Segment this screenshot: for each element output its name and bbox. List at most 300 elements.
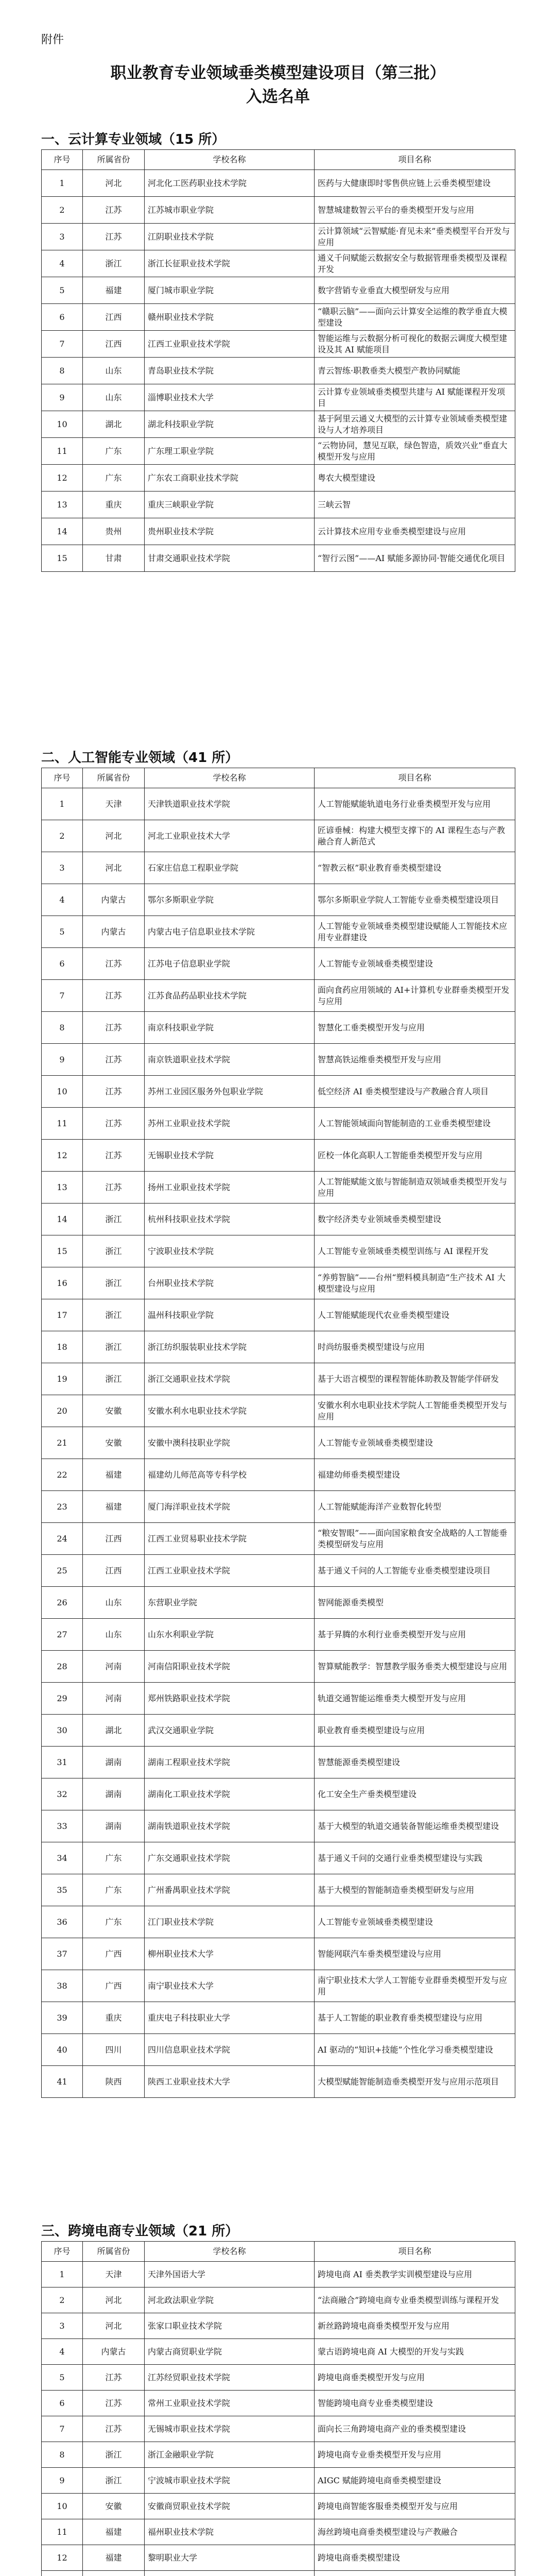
province-cell: 福建 — [83, 1459, 145, 1491]
section-title-cloud: 一、云计算专业领域（15 所） — [41, 132, 225, 147]
table-row — [42, 1810, 515, 1842]
row-index: 3 — [42, 2313, 83, 2339]
project-name-cell: “云物协同，慧见互联，绿色智造，质效兴业”垂直大模型开发与应用 — [315, 438, 515, 465]
table-row — [42, 224, 515, 250]
column-header: 序号 — [42, 150, 83, 170]
school-name-cell: 河南信阳职业技术学院 — [145, 1651, 315, 1683]
table-row — [42, 1778, 515, 1810]
table-row — [42, 1235, 515, 1267]
column-header: 所属省份 — [83, 150, 145, 170]
table-row — [42, 2416, 515, 2442]
column-header: 项目名称 — [315, 768, 515, 788]
table-row — [42, 916, 515, 948]
row-index: 15 — [42, 1235, 83, 1267]
school-name-cell: 贵州职业技术学院 — [145, 518, 315, 545]
table-header-row — [42, 768, 515, 788]
school-name-cell: 安徽商贸职业技术学院 — [145, 2494, 315, 2519]
section-title-ecommerce: 三、跨境电商专业领域（21 所） — [41, 2224, 239, 2239]
table-row — [42, 1012, 515, 1044]
province-cell: 天津 — [83, 788, 145, 820]
table-row — [42, 1172, 515, 1204]
project-name-cell: 数字营销专业垂直大模型研发与应用 — [315, 277, 515, 304]
province-cell: 江苏 — [83, 2365, 145, 2391]
province-cell: 浙江 — [83, 250, 145, 277]
table-row — [42, 1715, 515, 1747]
row-index: 4 — [42, 250, 83, 277]
row-index: 19 — [42, 1363, 83, 1395]
school-name-cell: 广东理工职业学院 — [145, 438, 315, 465]
school-name-cell: 江苏食品药品职业技术学院 — [145, 980, 315, 1012]
table-row — [42, 1331, 515, 1363]
province-cell: 浙江 — [83, 1204, 145, 1235]
school-name-cell: 无锡城市职业技术学院 — [145, 2416, 315, 2442]
row-index: 33 — [42, 1810, 83, 1842]
province-cell: 广东 — [83, 438, 145, 465]
table-row — [42, 277, 515, 304]
project-name-cell: 新丝路跨境电商垂类模型开发与应用 — [315, 2313, 515, 2339]
project-name-cell: 云计算专业领域垂类模型共建与 AI 赋能课程开发项目 — [315, 384, 515, 411]
column-header: 项目名称 — [315, 150, 515, 170]
project-name-cell: 粤农大模型建设 — [315, 465, 515, 492]
table-row — [42, 1587, 515, 1619]
province-cell: 江苏 — [83, 1172, 145, 1204]
province-cell: 江西 — [83, 304, 145, 331]
project-name-cell: 基于大模型的轨道交通装备智能运维垂类模型建设 — [315, 1810, 515, 1842]
project-name-cell: 职业教育垂类模型建设与应用 — [315, 1715, 515, 1747]
row-index: 12 — [42, 2545, 83, 2571]
row-index: 32 — [42, 1778, 83, 1810]
project-name-cell: 智能跨境电商专业垂类模型建设 — [315, 2391, 515, 2416]
project-name-cell: AI 驱动的“知识+技能”个性化学习垂类模型建设 — [315, 2034, 515, 2066]
school-name-cell: 安徽中澳科技职业学院 — [145, 1427, 315, 1459]
school-name-cell: 湖南铁道职业技术学院 — [145, 1810, 315, 1842]
table-row — [42, 1938, 515, 1970]
province-cell: 广东 — [83, 1906, 145, 1938]
table-row — [42, 2034, 515, 2066]
row-index: 3 — [42, 852, 83, 884]
table-row — [42, 980, 515, 1012]
school-name-cell: 天津铁道职业技术学院 — [145, 788, 315, 820]
row-index: 12 — [42, 1140, 83, 1172]
province-cell: 河北 — [83, 2287, 145, 2313]
school-name-cell: 扬州工业职业技术学院 — [145, 1172, 315, 1204]
project-name-cell: “养剪智脑”——台州“塑料模具制造”生产技术 AI 大模型建设与应用 — [315, 1267, 515, 1299]
row-index: 34 — [42, 1842, 83, 1874]
province-cell: 江苏 — [83, 1012, 145, 1044]
column-header: 项目名称 — [315, 2242, 515, 2262]
school-name-cell: 湖南化工职业技术学院 — [145, 1778, 315, 1810]
school-name-cell: 福建幼儿师范高等专科学校 — [145, 1459, 315, 1491]
table-ecommerce — [41, 2241, 515, 2576]
project-name-cell: 低空经济 AI 垂类模型建设与产教融合育人项目 — [315, 1076, 515, 1108]
province-cell: 内蒙古 — [83, 2339, 145, 2365]
school-name-cell: 山东水利职业学院 — [145, 1619, 315, 1651]
row-index: 9 — [42, 1044, 83, 1076]
table-row — [42, 411, 515, 438]
school-name-cell: 台州职业技术学院 — [145, 1267, 315, 1299]
project-name-cell: 福建幼师垂类模型建设 — [315, 1459, 515, 1491]
row-index: 14 — [42, 1204, 83, 1235]
row-index: 2 — [42, 820, 83, 852]
table-row — [42, 518, 515, 545]
project-name-cell: 人工智能专业领域垂类模型建设 — [315, 1427, 515, 1459]
province-cell: 广东 — [83, 465, 145, 492]
province-cell: 湖南 — [83, 1747, 145, 1778]
school-name-cell: 苏州工业职业技术学院 — [145, 1108, 315, 1140]
table-header-row — [42, 150, 515, 170]
school-name-cell: 湖北科技职业学院 — [145, 411, 315, 438]
project-name-cell: 轨道交通智能运维垂类大模型开发与应用 — [315, 1683, 515, 1715]
row-index: 13 — [42, 1172, 83, 1204]
school-name-cell: 宁波城市职业技术学院 — [145, 2468, 315, 2494]
province-cell: 江西 — [83, 1523, 145, 1555]
project-name-cell: 跨境电商专业垂类模型开发与应用 — [315, 2442, 515, 2468]
table-row — [42, 2442, 515, 2468]
table-ai — [41, 768, 515, 2098]
province-cell: 江西 — [83, 1555, 145, 1587]
school-name-cell: 四川信息职业技术学院 — [145, 2034, 315, 2066]
row-index: 37 — [42, 1938, 83, 1970]
row-index: 35 — [42, 1874, 83, 1906]
school-name-cell: 福州职业技术学院 — [145, 2519, 315, 2545]
table-row — [42, 1044, 515, 1076]
column-header: 学校名称 — [145, 768, 315, 788]
project-name-cell: 人工智能专业领域垂类模型建设 — [315, 1906, 515, 1938]
province-cell: 广东 — [83, 1842, 145, 1874]
row-index: 6 — [42, 2391, 83, 2416]
row-index: 20 — [42, 1395, 83, 1427]
table-row — [42, 2365, 515, 2391]
table-row — [42, 1204, 515, 1235]
school-name-cell: 河北化工医药职业技术学院 — [145, 170, 315, 197]
province-cell: 广西 — [83, 1970, 145, 2002]
project-name-cell: 智慧能源垂类模型建设 — [315, 1747, 515, 1778]
project-name-cell: 蒙古语跨境电商 AI 大模型的开发与实践 — [315, 2339, 515, 2365]
table-row — [42, 384, 515, 411]
project-name-cell: 南宁职业技术大学人工智能专业群垂类模型开发与应用 — [315, 1970, 515, 2002]
row-index: 26 — [42, 1587, 83, 1619]
province-cell: 湖南 — [83, 1778, 145, 1810]
table-row — [42, 1140, 515, 1172]
school-name-cell: 江苏经贸职业技术学院 — [145, 2365, 315, 2391]
school-name-cell: 广东农工商职业技术学院 — [145, 465, 315, 492]
row-index: 8 — [42, 358, 83, 384]
school-name-cell: 常州工业职业技术学院 — [145, 2391, 315, 2416]
project-name-cell: 鄂尔多斯职业学院人工智能专业垂类模型建设项目 — [315, 884, 515, 916]
row-index: 6 — [42, 948, 83, 980]
row-index: 4 — [42, 884, 83, 916]
province-cell: 江苏 — [83, 948, 145, 980]
row-index: 1 — [42, 170, 83, 197]
row-index: 41 — [42, 2066, 83, 2098]
table-row — [42, 1523, 515, 1555]
province-cell: 湖南 — [83, 1810, 145, 1842]
table-row — [42, 1906, 515, 1938]
province-cell: 江苏 — [83, 224, 145, 250]
school-name-cell: 重庆三峡职业学院 — [145, 492, 315, 518]
province-cell: 贵州 — [83, 518, 145, 545]
table-row — [42, 1970, 515, 2002]
row-index: 11 — [42, 1108, 83, 1140]
province-cell: 广西 — [83, 1938, 145, 1970]
project-name-cell: 化工安全生产垂类模型建设 — [315, 1778, 515, 1810]
row-index: 2 — [42, 197, 83, 224]
province-cell: 河南 — [83, 1683, 145, 1715]
column-header: 序号 — [42, 2242, 83, 2262]
school-name-cell: 内蒙古商贸职业学院 — [145, 2339, 315, 2365]
table-row — [42, 2494, 515, 2519]
school-name-cell: 武汉交通职业学院 — [145, 1715, 315, 1747]
province-cell: 河北 — [83, 852, 145, 884]
school-name-cell: 江西工业职业技术学院 — [145, 1555, 315, 1587]
row-index: 8 — [42, 1012, 83, 1044]
project-name-cell: “智行云图”——AI 赋能多源协同·智能交通优化项目 — [315, 545, 515, 572]
project-name-cell: 基于昇腾的水利行业垂类模型开发与应用 — [315, 1619, 515, 1651]
row-index: 40 — [42, 2034, 83, 2066]
table-row — [42, 250, 515, 277]
table-row — [42, 1874, 515, 1906]
row-index: 7 — [42, 331, 83, 358]
table-row — [42, 2313, 515, 2339]
row-index: 38 — [42, 1970, 83, 2002]
school-name-cell: 浙江金融职业学院 — [145, 2442, 315, 2468]
project-name-cell: 智能运维与云数据分析可视化的数据云调度大模型建设及其 AI 赋能项目 — [315, 331, 515, 358]
row-index: 10 — [42, 2494, 83, 2519]
project-name-cell: 人工智能赋能海洋产业数智化转型 — [315, 1491, 515, 1523]
school-name-cell: 陕西工业职业技术大学 — [145, 2066, 315, 2098]
province-cell: 河南 — [83, 1651, 145, 1683]
province-cell: 江苏 — [83, 980, 145, 1012]
province-cell: 福建 — [83, 2545, 145, 2571]
project-name-cell: 医药与大健康即时零售供应链上云垂类模型建设 — [315, 170, 515, 197]
project-name-cell: 基于大模型的智能制造垂类模型研发与应用 — [315, 1874, 515, 1906]
project-name-cell: 云计算领域“云智赋能·育见未来”垂类模型平台开发与应用 — [315, 224, 515, 250]
project-name-cell: 面向长三角跨境电商产业的垂类模型建设 — [315, 2416, 515, 2442]
province-cell: 重庆 — [83, 2002, 145, 2034]
table-row — [42, 1459, 515, 1491]
province-cell: 陕西 — [83, 2066, 145, 2098]
project-name-cell: 时尚纺服垂类模型建设与应用 — [315, 1331, 515, 1363]
row-index: 3 — [42, 224, 83, 250]
row-index: 23 — [42, 1491, 83, 1523]
project-name-cell: 基于大语言模型的课程智能体助教及智能学伴研发 — [315, 1363, 515, 1395]
project-name-cell — [315, 2571, 515, 2576]
table-row — [42, 1651, 515, 1683]
project-name-cell: 大模型赋能智能制造垂类模型开发与应用示范项目 — [315, 2066, 515, 2098]
school-name-cell: 鄂尔多斯职业学院 — [145, 884, 315, 916]
school-name-cell: 江西工业职业技术学院 — [145, 331, 315, 358]
school-name-cell: 浙江交通职业技术学院 — [145, 1363, 315, 1395]
row-index: 17 — [42, 1299, 83, 1331]
row-index: 24 — [42, 1523, 83, 1555]
project-name-cell: 数字经济类专业领域垂类模型建设 — [315, 1204, 515, 1235]
province-cell: 内蒙古 — [83, 884, 145, 916]
table-row — [42, 2545, 515, 2571]
row-index: 22 — [42, 1459, 83, 1491]
project-name-cell: 基于阿里云通义大模型的云计算专业领域垂类模型建设与人才培养项目 — [315, 411, 515, 438]
project-name-cell: 智慧高铁运维垂类模型开发与应用 — [315, 1044, 515, 1076]
school-name-cell: 东营职业学院 — [145, 1587, 315, 1619]
row-index: 5 — [42, 916, 83, 948]
row-index: 5 — [42, 277, 83, 304]
table-row — [42, 2571, 515, 2576]
column-header: 学校名称 — [145, 2242, 315, 2262]
school-name-cell: 郑州铁路职业技术学院 — [145, 1683, 315, 1715]
province-cell: 四川 — [83, 2034, 145, 2066]
project-name-cell: 智慧化工垂类模型开发与应用 — [315, 1012, 515, 1044]
project-name-cell: 人工智能赋能现代农业垂类模型建设 — [315, 1299, 515, 1331]
project-name-cell: 云计算技术应用专业垂类模型建设与应用 — [315, 518, 515, 545]
school-name-cell: 淄博职业技术大学 — [145, 384, 315, 411]
table-row — [42, 545, 515, 572]
project-name-cell: 人工智能专业领域垂类模型训练与 AI 课程开发 — [315, 1235, 515, 1267]
school-name-cell: 江阴职业技术学院 — [145, 224, 315, 250]
province-cell: 江苏 — [83, 2391, 145, 2416]
table-row — [42, 852, 515, 884]
project-name-cell: 跨境电商垂类模型开发与应用 — [315, 2365, 515, 2391]
province-cell: 山东 — [83, 1587, 145, 1619]
province-cell: 福建 — [83, 2519, 145, 2545]
row-index: 7 — [42, 2416, 83, 2442]
school-name-cell: 宁波职业技术学院 — [145, 1235, 315, 1267]
column-header: 学校名称 — [145, 150, 315, 170]
project-name-cell: 智算赋能教学：智慧教学服务垂类大模型建设与应用 — [315, 1651, 515, 1683]
table-row — [42, 438, 515, 465]
table-row — [42, 1555, 515, 1587]
table-row — [42, 2391, 515, 2416]
document-title-line1: 职业教育专业领域垂类模型建设项目（第三批） — [110, 64, 446, 82]
school-name-cell: 柳州职业技术大学 — [145, 1938, 315, 1970]
school-name-cell: 无锡职业技术学院 — [145, 1140, 315, 1172]
project-name-cell: 通义千问赋能云数据安全与数据管理垂类模型及课程开发 — [315, 250, 515, 277]
school-name-cell: 厦门城市职业学院 — [145, 277, 315, 304]
row-index: 6 — [42, 304, 83, 331]
table-row — [42, 1683, 515, 1715]
table-row — [42, 1619, 515, 1651]
project-name-cell: “赣职云脑”——面向云计算安全运维的教学垂直大模型建设 — [315, 304, 515, 331]
province-cell: 湖北 — [83, 1715, 145, 1747]
project-name-cell: 安徽水利水电职业技术学院人工智能垂类模型开发与应用 — [315, 1395, 515, 1427]
project-name-cell: “智教云枢”职业教育垂类模型建设 — [315, 852, 515, 884]
table-row — [42, 1427, 515, 1459]
row-index: 31 — [42, 1747, 83, 1778]
row-index: 1 — [42, 2262, 83, 2287]
province-cell: 河北 — [83, 170, 145, 197]
project-name-cell: “粮安智眼”——面向国家粮食安全战略的人工智能垂类模型研发与应用 — [315, 1523, 515, 1555]
table-row — [42, 1363, 515, 1395]
school-name-cell: 温州科技职业学院 — [145, 1299, 315, 1331]
province-cell: 江苏 — [83, 1076, 145, 1108]
school-name-cell: 张家口职业技术学院 — [145, 2313, 315, 2339]
table-row — [42, 788, 515, 820]
table-row — [42, 2519, 515, 2545]
province-cell: 山东 — [83, 384, 145, 411]
school-name-cell: 江门职业技术学院 — [145, 1906, 315, 1938]
school-name-cell: 江西工业贸易职业技术学院 — [145, 1523, 315, 1555]
school-name-cell: 厦门海洋职业技术学院 — [145, 1491, 315, 1523]
province-cell: 甘肃 — [83, 545, 145, 572]
province-cell: 安徽 — [83, 1395, 145, 1427]
school-name-cell: 南京科技职业学院 — [145, 1012, 315, 1044]
school-name-cell — [145, 2571, 315, 2576]
table-row — [42, 2262, 515, 2287]
project-name-cell: 智网能源垂类模型 — [315, 1587, 515, 1619]
row-index: 13 — [42, 492, 83, 518]
table-row — [42, 304, 515, 331]
project-name-cell: 智慧城建数智云平台的垂类模型开发与应用 — [315, 197, 515, 224]
project-name-cell: 三峡云智 — [315, 492, 515, 518]
province-cell: 山东 — [83, 358, 145, 384]
school-name-cell: 苏州工业园区服务外包职业学院 — [145, 1076, 315, 1108]
row-index: 9 — [42, 384, 83, 411]
school-name-cell: 重庆电子科技职业大学 — [145, 2002, 315, 2034]
project-name-cell: 跨境电商 AI 垂类教学实训模型建设与应用 — [315, 2262, 515, 2287]
province-cell: 江苏 — [83, 197, 145, 224]
row-index: 18 — [42, 1331, 83, 1363]
table-header-row — [42, 2242, 515, 2262]
school-name-cell: 杭州科技职业技术学院 — [145, 1204, 315, 1235]
province-cell: 重庆 — [83, 492, 145, 518]
school-name-cell: 江苏城市职业学院 — [145, 197, 315, 224]
province-cell — [83, 2571, 145, 2576]
project-name-cell: 基于人工智能的职业教育垂类模型建设与应用 — [315, 2002, 515, 2034]
section-title-ai: 二、人工智能专业领域（41 所） — [41, 750, 239, 766]
table-cloud — [41, 149, 515, 572]
school-name-cell: 浙江长征职业技术学院 — [145, 250, 315, 277]
row-index: 7 — [42, 980, 83, 1012]
table-row — [42, 1491, 515, 1523]
table-row — [42, 948, 515, 980]
project-name-cell: 跨境电商智能客服垂类模型开发与应用 — [315, 2494, 515, 2519]
school-name-cell: 黎明职业大学 — [145, 2545, 315, 2571]
province-cell: 浙江 — [83, 1299, 145, 1331]
table-row — [42, 820, 515, 852]
school-name-cell: 南京铁道职业技术学院 — [145, 1044, 315, 1076]
table-row — [42, 358, 515, 384]
table-row — [42, 1747, 515, 1778]
project-name-cell: 人工智能专业领域垂类模型建设 — [315, 948, 515, 980]
project-name-cell: 人工智能专业领域垂类模型建设赋能人工智能技术应用专业群建设 — [315, 916, 515, 948]
row-index: 11 — [42, 438, 83, 465]
row-index: 8 — [42, 2442, 83, 2468]
row-index: 2 — [42, 2287, 83, 2313]
table-row — [42, 331, 515, 358]
attachment-label: 附件 — [41, 33, 64, 46]
province-cell: 山东 — [83, 1619, 145, 1651]
table-row — [42, 2468, 515, 2494]
school-name-cell: 广东交通职业技术学院 — [145, 1842, 315, 1874]
row-index: 12 — [42, 465, 83, 492]
school-name-cell: 青岛职业技术学院 — [145, 358, 315, 384]
row-index: 28 — [42, 1651, 83, 1683]
school-name-cell: 内蒙古电子信息职业技术学院 — [145, 916, 315, 948]
province-cell: 福建 — [83, 1491, 145, 1523]
project-name-cell: AIGC 赋能跨境电商垂类模型建设 — [315, 2468, 515, 2494]
table-row — [42, 170, 515, 197]
row-index: 36 — [42, 1906, 83, 1938]
row-index: 10 — [42, 1076, 83, 1108]
project-name-cell: 基于通义千问的交通行业垂类模型建设与实践 — [315, 1842, 515, 1874]
table-row — [42, 2339, 515, 2365]
province-cell: 广东 — [83, 1874, 145, 1906]
project-name-cell: “法商融合”跨境电商专业垂类模型训练与课程开发 — [315, 2287, 515, 2313]
row-index: 25 — [42, 1555, 83, 1587]
school-name-cell: 甘肃交通职业技术学院 — [145, 545, 315, 572]
project-name-cell: 人工智能赋能文旅与智能制造双领域垂类模型开发与应用 — [315, 1172, 515, 1204]
column-header: 所属省份 — [83, 768, 145, 788]
province-cell: 浙江 — [83, 2468, 145, 2494]
table-row — [42, 1299, 515, 1331]
